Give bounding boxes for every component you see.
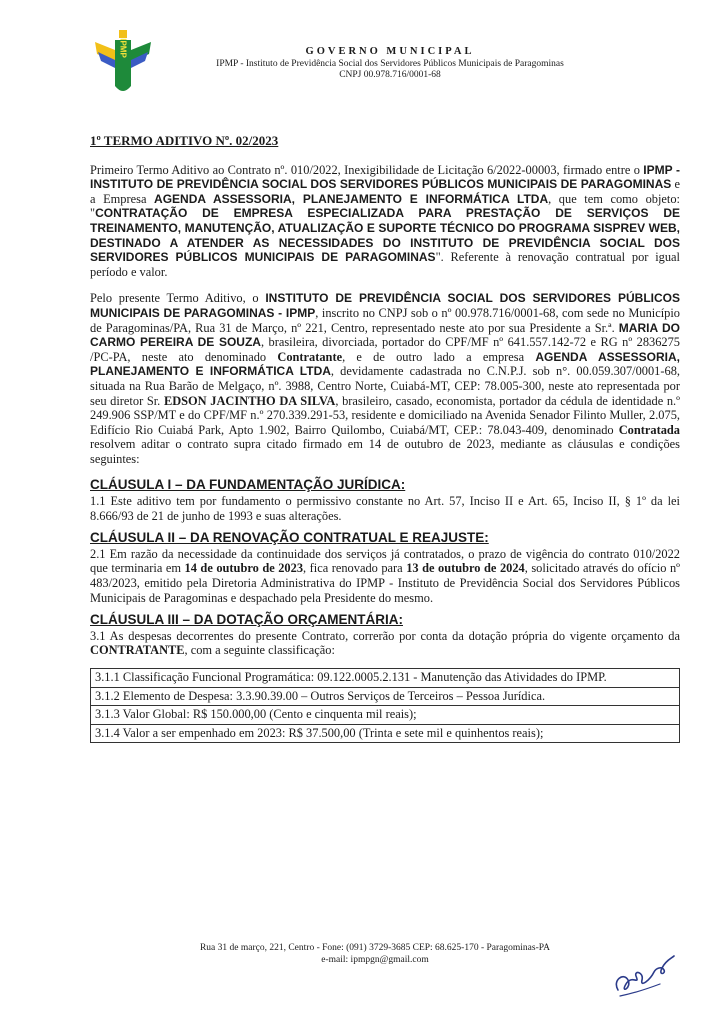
logo-text: IPMP: [118, 38, 128, 58]
clause-1-text: 1.1 Este aditivo tem por fundamento o permissivo constante no Art. 57, Inciso II e Art. 65, Inciso II, § 1º da lei 8.666/93 de 21 de junho de 1993 e suas alterações.: [90, 494, 680, 523]
handwritten-signature-icon: [610, 950, 680, 1000]
document-title: 1º TERMO ADITIVO Nº. 02/2023: [90, 133, 279, 148]
clause-2-text: 2.1 Em razão da necessidade da continuidade dos serviços já contratados, o prazo de vigência do contrato 010/2022 que terminaria em 14 de outubro de 2023, fica renovado para 13 de outubro de 2024, solicitado através do ofício nº 483/2023, emitido pela Diretoria Administrativa do IPMP - Instituto de Previdência Social dos Servidores Públicos Municipais de Paragominas e despachado pela Presidente do mesmo.: [90, 546, 681, 605]
government-title: GOVERNO MUNICIPAL: [305, 46, 475, 57]
table-cell: 3.1.1 Classificação Funcional Programática: 09.122.0005.2.131 - Manutenção das Atividades do IPMP.: [91, 669, 680, 688]
clause-1-title: CLÁUSULA I – DA FUNDAMENTAÇÃO JURÍDICA:: [90, 477, 406, 493]
table-row: [91, 724, 680, 743]
letterhead: [170, 46, 610, 80]
table-cell: 3.1.4 Valor a ser empenhado em 2023: R$ 37.500,00 (Trinta e sete mil e quinhentos reais);: [91, 724, 680, 743]
paragraph-parties: Pelo presente Termo Aditivo, o INSTITUTO DE PREVIDÊNCIA SOCIAL DOS SERVIDORES PÚBLICOS MUNICIPAIS DE PARAGOMINAS - IPMP, inscrito no CNPJ sob o nº 00.978.716/0001-68, com sede no Município de Paragominas/PA, Rua 31 de Março, nº 221, Centro, representado neste ato por sua Presidente a Sr.ª. MARIA DO CARMO PEREIRA DE SOUZA, brasileira, divorciada, portador do CPF/MF nº 641.557.142-72 e RG nº 2836275 /PC-PA, neste ato denominado Contratante, e de outro lado a empresa AGENDA ASSESSORIA, PLANEJAMENTO E INFORMÁTICA LTDA, devidamente cadastrada no C.N.P.J. sob n°. 00.059.307/0001-68, situada na Rua Barão de Melgaço, nº. 3988, Centro Norte, Cuiabá-MT, CEP: 78.005-300, neste ato representada por seu diretor Sr. EDSON JACINTHO DA SILVA, brasileiro, casado, economista, portador da cédula de identidade n.º 249.906 SSP/MT e do CPF/MF n.º 270.339.291-53, residente e domiciliado na Avenida Senador Filinto Muller, 2.075, Edifício Rio Cuiabá Park, Apto 1.902, Bairro Quilombo, Cuiabá/MT, CEP.: 78.043-409, denominado Contratada resolvem aditar o contrato supra citado firmado em 14 de outubro de 2023, mediante as cláusulas e condições seguintes:: [90, 291, 681, 466]
footer-address: Rua 31 de março, 221, Centro - Fone: (091) 3729-3685 CEP: 68.625-170 - Paragominas-PA: [199, 943, 551, 953]
table-row: [91, 669, 680, 688]
page-footer: [160, 942, 590, 966]
table-row: [91, 687, 680, 706]
paragraph-object: Primeiro Termo Aditivo ao Contrato nº. 010/2022, Inexigibilidade de Licitação 6/2022-00003, firmado entre o IPMP - INSTITUTO DE PREVIDÊNCIA SOCIAL DOS SERVIDORES PÚBLICOS MUNICIPAIS DE PARAGOMINAS e a Empresa AGENDA ASSESSORIA, PLANEJAMENTO E INFORMÁTICA LTDA, que tem como objeto: "CONTRATAÇÃO DE EMPRESA ESPECIALIZADA PARA PRESTAÇÃO DE SERVIÇOS DE TREINAMENTO, MANUTENÇÃO, ATUALIZAÇÃO E SUPORTE TÉCNICO DO PROGRAMA SISPREV WEB, DESTINADO A ATENDER AS NECESSIDADES DO INSTITUTO DE PREVIDÊNCIA SOCIAL DOS SERVIDORES PÚBLICOS MUNICIPAIS DE PARAGOMINAS". Referente à renovação contratual por igual período e valor.: [90, 162, 681, 279]
ipmp-crest-logo: [95, 28, 151, 98]
budget-classification-table: [90, 668, 680, 743]
table-cell: 3.1.2 Elemento de Despesa: 3.3.90.39.00 – Outros Serviços de Terceiros – Pessoa Jurídica.: [91, 687, 680, 706]
institute-name: IPMP - Instituto de Previdência Social dos Servidores Públicos Municipais de Paragominas: [216, 59, 564, 69]
table-cell: 3.1.3 Valor Global: R$ 150.000,00 (Cento e cinquenta mil reais);: [91, 706, 680, 725]
document-body: [90, 134, 680, 743]
clause-2-title: CLÁUSULA II – DA RENOVAÇÃO CONTRATUAL E REAJUSTE:: [90, 530, 489, 546]
institute-cnpj: CNPJ 00.978.716/0001-68: [339, 70, 441, 80]
table-row: [91, 706, 680, 725]
clause-3-text: 3.1 As despesas decorrentes do presente Contrato, correrão por conta da dotação própria do vigente orçamento da CONTRATANTE, com a seguinte classificação:: [90, 628, 680, 658]
footer-email: e-mail: ipmpgn@gmail.com: [321, 955, 429, 965]
clause-3-title: CLÁUSULA III – DA DOTAÇÃO ORÇAMENTÁRIA:: [90, 612, 403, 628]
